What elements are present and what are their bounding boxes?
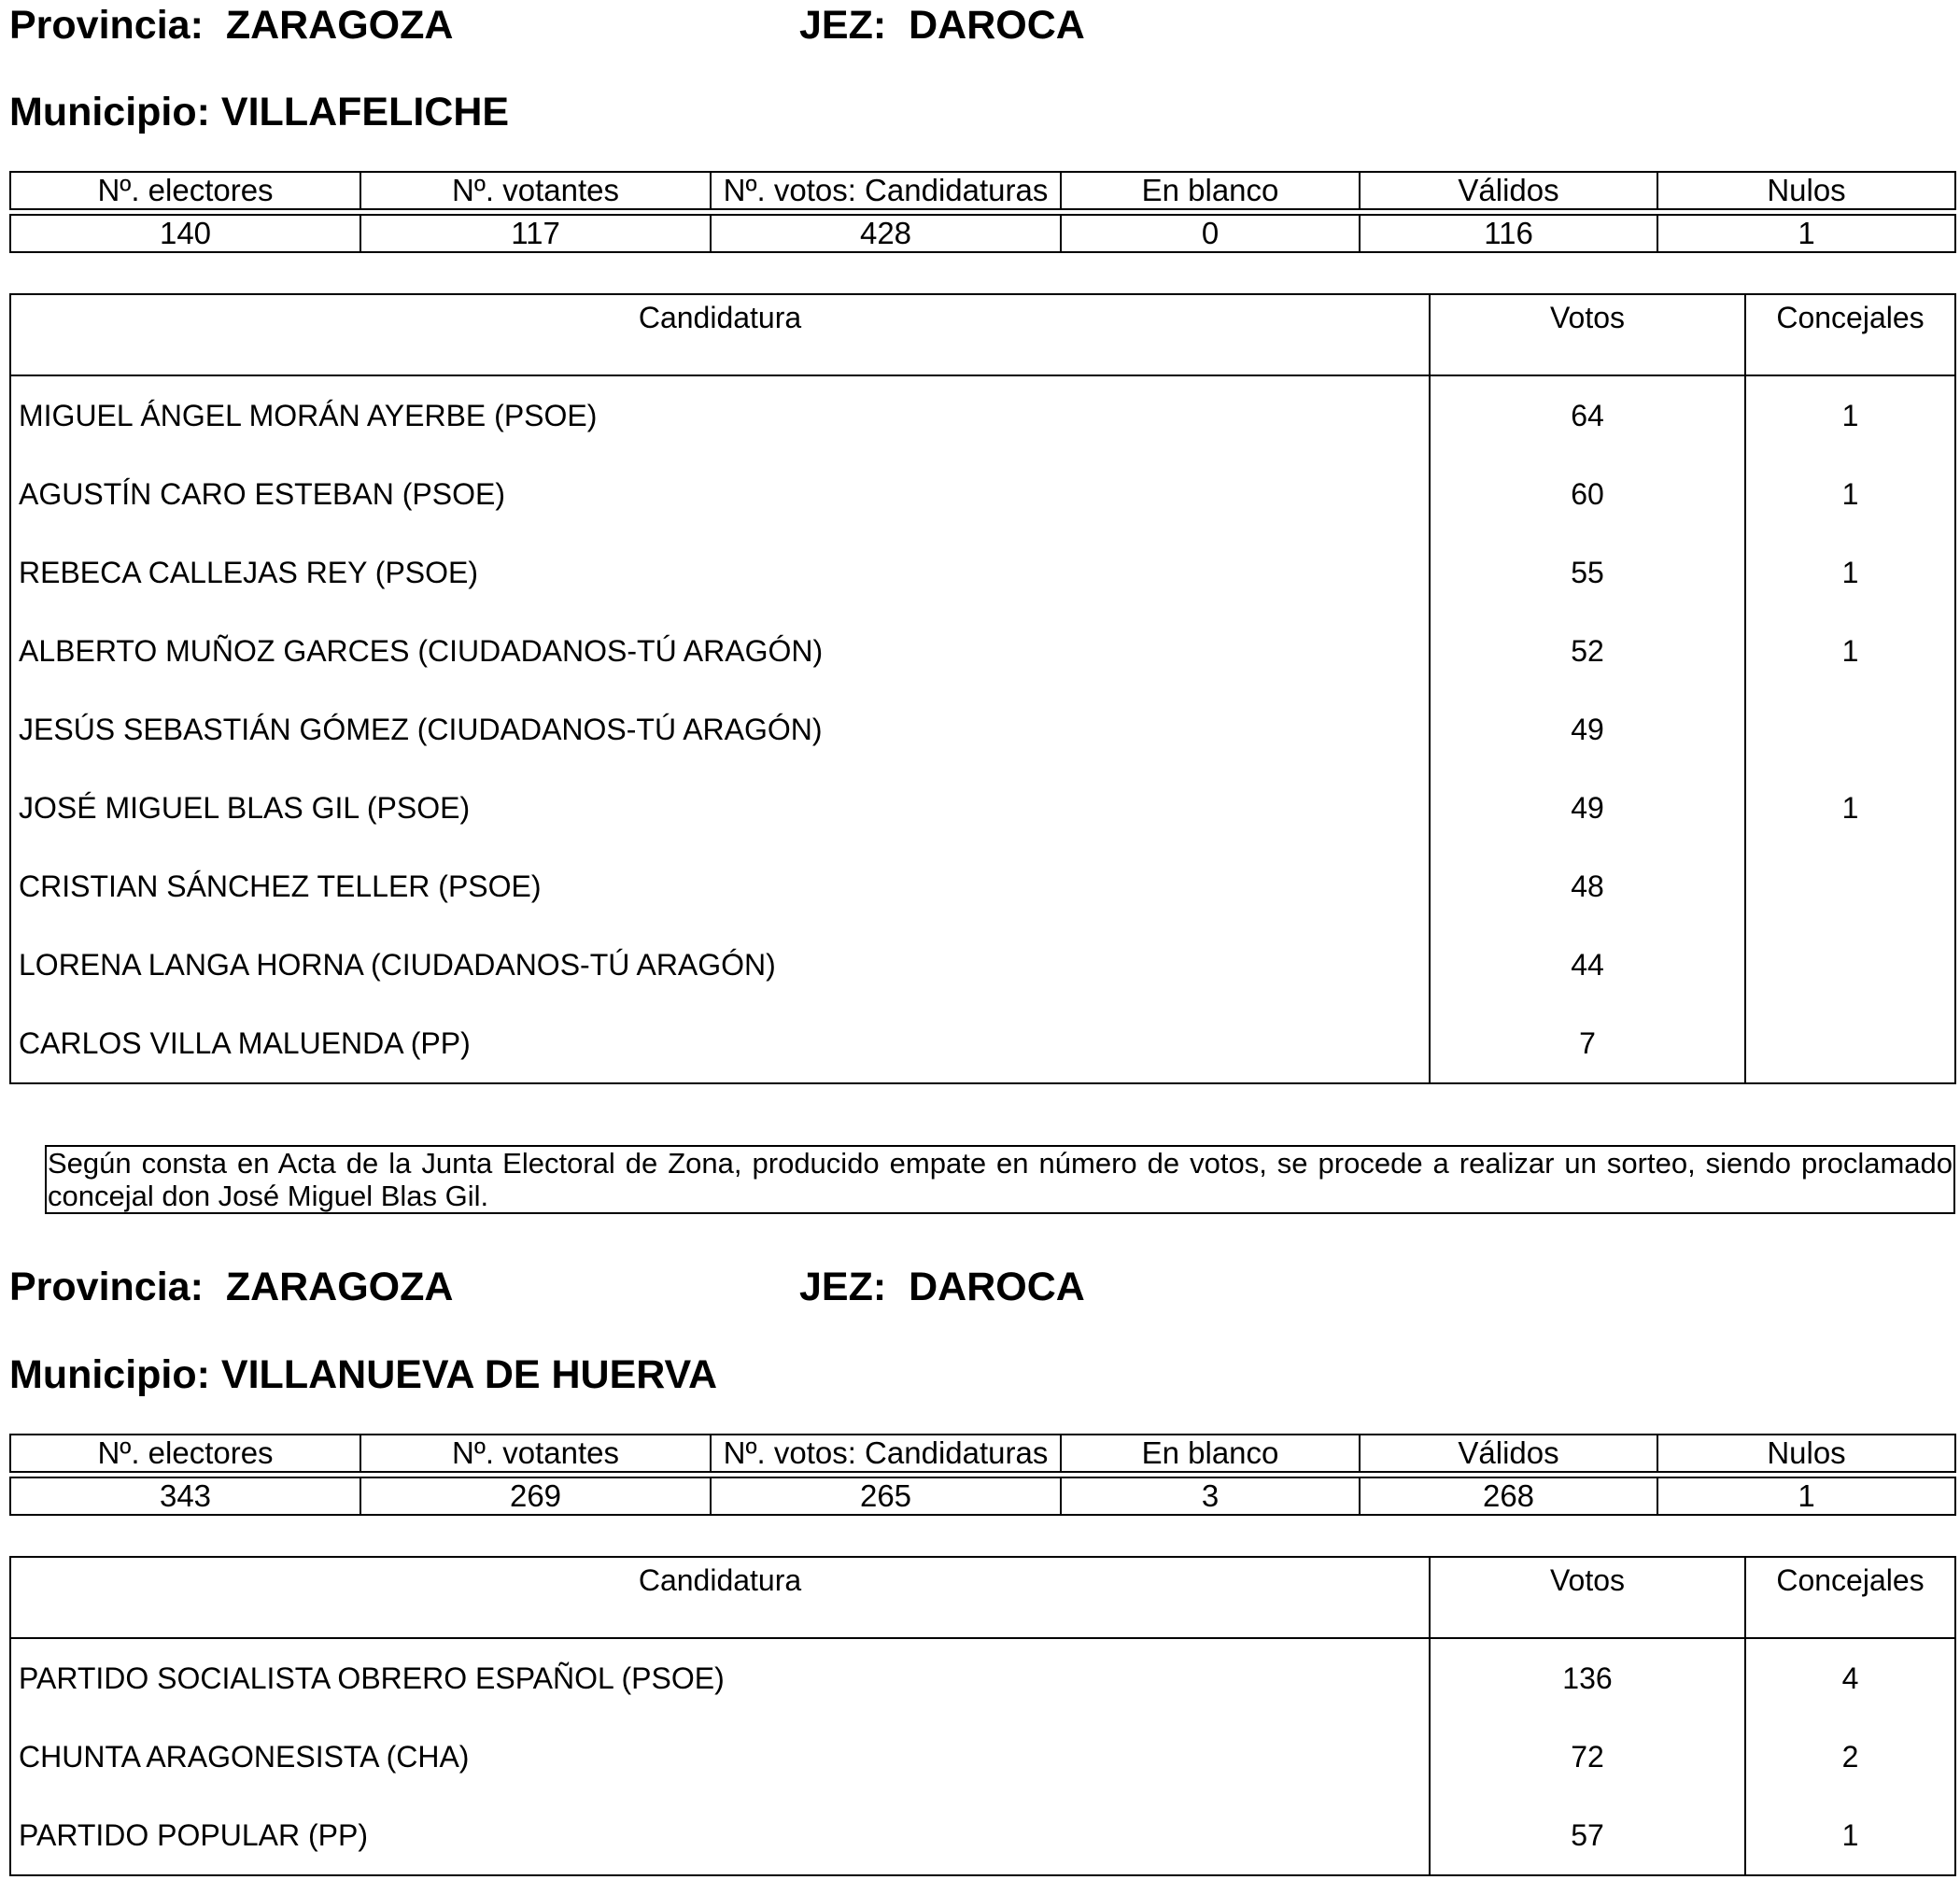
stat-value: 265 bbox=[711, 1477, 1061, 1515]
provincia-value: ZARAGOZA bbox=[225, 3, 454, 48]
candidate-votes: 49 bbox=[1430, 690, 1745, 769]
municipio-line bbox=[9, 92, 509, 133]
candidate-concejales: 1 bbox=[1745, 455, 1955, 533]
candidate-votes: 7 bbox=[1430, 1004, 1745, 1083]
stat-value: 1 bbox=[1657, 1477, 1955, 1515]
stat-value: 3 bbox=[1061, 1477, 1360, 1515]
stat-value: 0 bbox=[1061, 215, 1360, 252]
candidate-name: REBECA CALLEJAS REY (PSOE) bbox=[19, 555, 479, 589]
jez-label: JEZ: bbox=[799, 3, 887, 48]
table-row bbox=[10, 1638, 1955, 1717]
votos-header: Votos bbox=[1430, 294, 1745, 375]
stat-header: Nº. electores bbox=[10, 172, 360, 209]
table-row bbox=[10, 375, 1955, 455]
jez-label: JEZ: bbox=[799, 1265, 887, 1309]
candidate-votes: 49 bbox=[1430, 769, 1745, 847]
candidate-name: LORENA LANGA HORNA (CIUDADANOS-TÚ ARAGÓN) bbox=[19, 947, 776, 982]
candidate-concejales: 1 bbox=[1745, 1796, 1955, 1875]
stat-value: 1 bbox=[1657, 215, 1955, 252]
candidates-table bbox=[9, 293, 1956, 1084]
stat-header: En blanco bbox=[1061, 172, 1360, 209]
municipio-label: Municipio: bbox=[9, 90, 210, 134]
candidate-votes: 60 bbox=[1430, 455, 1745, 533]
stat-header: Nº. votos: Candidaturas bbox=[711, 1435, 1061, 1472]
candidate-votes: 136 bbox=[1430, 1638, 1745, 1717]
municipio-line bbox=[9, 1352, 718, 1397]
municipio-value: VILLANUEVA DE HUERVA bbox=[220, 1352, 718, 1397]
municipio-label: Municipio: bbox=[9, 1352, 210, 1397]
candidate-concejales: 1 bbox=[1745, 612, 1955, 690]
candidate-concejales: 1 bbox=[1745, 533, 1955, 612]
stat-header: Nº. votos: Candidaturas bbox=[711, 172, 1061, 209]
table-row bbox=[10, 455, 1955, 533]
candidate-concejales: 2 bbox=[1745, 1717, 1955, 1796]
candidate-name: MIGUEL ÁNGEL MORÁN AYERBE (PSOE) bbox=[19, 398, 598, 432]
candidate-name: JOSÉ MIGUEL BLAS GIL (PSOE) bbox=[19, 790, 471, 825]
stat-header: Nulos bbox=[1657, 1435, 1955, 1472]
stat-header: Nº. electores bbox=[10, 1435, 360, 1472]
candidatura-header: Candidatura bbox=[10, 1557, 1430, 1638]
table-row bbox=[10, 533, 1955, 612]
candidate-name: AGUSTÍN CARO ESTEBAN (PSOE) bbox=[19, 476, 505, 511]
stat-value: 268 bbox=[1360, 1477, 1657, 1515]
candidate-votes: 64 bbox=[1430, 375, 1745, 455]
stat-value: 116 bbox=[1360, 215, 1657, 252]
table-row bbox=[10, 1717, 1955, 1796]
jez-value: DAROCA bbox=[909, 1265, 1085, 1309]
jez-line bbox=[799, 3, 1085, 48]
jez-value: DAROCA bbox=[909, 3, 1085, 48]
candidate-name: PARTIDO SOCIALISTA OBRERO ESPAÑOL (PSOE) bbox=[19, 1661, 725, 1695]
stat-value: 428 bbox=[711, 215, 1061, 252]
candidate-name: ALBERTO MUÑOZ GARCES (CIUDADANOS-TÚ ARAGÓN) bbox=[19, 633, 824, 668]
table-row bbox=[10, 847, 1955, 926]
candidate-concejales: 4 bbox=[1745, 1638, 1955, 1717]
candidate-votes: 72 bbox=[1430, 1717, 1745, 1796]
candidates-header-row bbox=[10, 294, 1955, 375]
candidate-votes: 48 bbox=[1430, 847, 1745, 926]
stats-header-row bbox=[10, 1435, 1955, 1472]
provincia-label: Provincia: bbox=[9, 3, 204, 48]
concejales-header: Concejales bbox=[1745, 294, 1955, 375]
candidate-concejales bbox=[1745, 690, 1955, 769]
stat-header: Nº. votantes bbox=[360, 1435, 711, 1472]
provincia-value: ZARAGOZA bbox=[225, 1265, 454, 1309]
provincia-line bbox=[9, 1267, 453, 1308]
stat-header: Válidos bbox=[1360, 1435, 1657, 1472]
table-row bbox=[10, 1796, 1955, 1875]
stat-value: 343 bbox=[10, 1477, 360, 1515]
stat-header: Nº. votantes bbox=[360, 172, 711, 209]
candidate-concejales: 1 bbox=[1745, 769, 1955, 847]
stats-header-row bbox=[10, 172, 1955, 209]
stat-value: 140 bbox=[10, 215, 360, 252]
candidate-concejales: 1 bbox=[1745, 375, 1955, 455]
concejales-header: Concejales bbox=[1745, 1557, 1955, 1638]
candidates-header-row bbox=[10, 1557, 1955, 1638]
tie-note: Según consta en Acta de la Junta Electoral de Zona, producido empate en número de votos, se procede a realizar un sorteo, siendo proclamado concejal don José Miguel Blas Gil. bbox=[45, 1145, 1955, 1214]
candidate-votes: 44 bbox=[1430, 926, 1745, 1004]
provincia-label: Provincia: bbox=[9, 1265, 204, 1309]
table-row bbox=[10, 1004, 1955, 1083]
candidate-name: CARLOS VILLA MALUENDA (PP) bbox=[19, 1025, 471, 1060]
stats-table bbox=[9, 1434, 1956, 1516]
stats-value-row bbox=[10, 1477, 1955, 1515]
stat-value: 269 bbox=[360, 1477, 711, 1515]
candidate-name: CRISTIAN SÁNCHEZ TELLER (PSOE) bbox=[19, 869, 542, 903]
municipio-value: VILLAFELICHE bbox=[220, 90, 510, 134]
table-row bbox=[10, 612, 1955, 690]
candidate-votes: 57 bbox=[1430, 1796, 1745, 1875]
candidate-concejales bbox=[1745, 847, 1955, 926]
candidatura-header: Candidatura bbox=[10, 294, 1430, 375]
stat-value: 117 bbox=[360, 215, 711, 252]
candidate-votes: 55 bbox=[1430, 533, 1745, 612]
stats-table bbox=[9, 171, 1956, 253]
candidate-name: JESÚS SEBASTIÁN GÓMEZ (CIUDADANOS-TÚ ARAGÓN) bbox=[19, 712, 823, 746]
votos-header: Votos bbox=[1430, 1557, 1745, 1638]
candidate-name: PARTIDO POPULAR (PP) bbox=[19, 1817, 368, 1852]
table-row bbox=[10, 926, 1955, 1004]
candidate-concejales bbox=[1745, 1004, 1955, 1083]
stat-header: En blanco bbox=[1061, 1435, 1360, 1472]
table-row bbox=[10, 769, 1955, 847]
stats-value-row bbox=[10, 215, 1955, 252]
table-row bbox=[10, 690, 1955, 769]
candidate-concejales bbox=[1745, 926, 1955, 1004]
stat-header: Válidos bbox=[1360, 172, 1657, 209]
candidates-table bbox=[9, 1556, 1956, 1876]
provincia-line bbox=[9, 3, 454, 48]
jez-line bbox=[799, 1267, 1085, 1308]
candidate-votes: 52 bbox=[1430, 612, 1745, 690]
candidate-name: CHUNTA ARAGONESISTA (CHA) bbox=[19, 1739, 470, 1774]
stat-header: Nulos bbox=[1657, 172, 1955, 209]
